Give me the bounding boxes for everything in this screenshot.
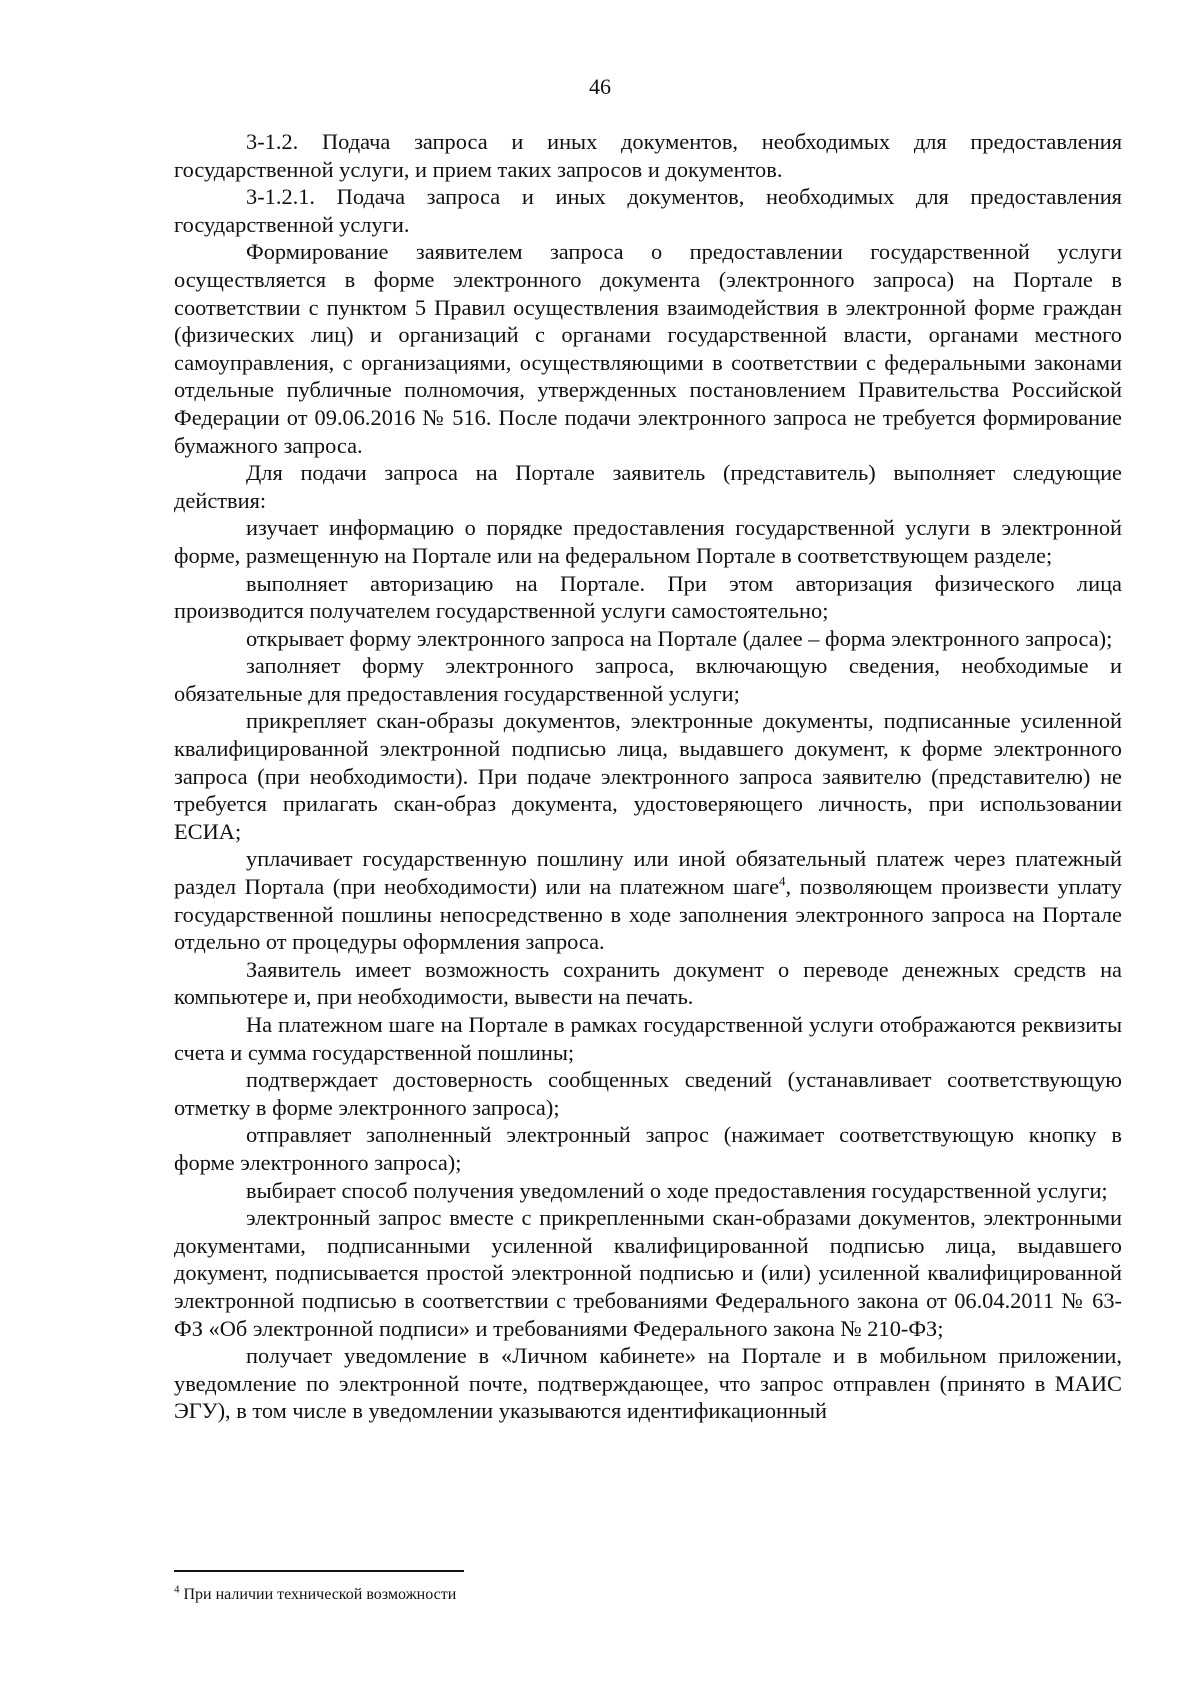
paragraph-signature: электронный запрос вместе с прикрепленными скан-образами документов, электронными документами, подписанными усиленной квалифицированной подписью лица, выдавшего документ, подписывается простой электронной подписью и (или) усиленной квалифицированной электронной подписью в соответствии с требованиями Федерального закона от 06.04.2011 № 63-ФЗ «Об электронной подписи» и требованиями Федерального закона № 210-ФЗ;: [174, 1205, 1122, 1341]
payment-text-after: , позволяющем произвести уплату государственной пошлины непосредственно в ходе заполнения электронного запроса на Портале отдельно от процедуры оформления запроса.: [174, 874, 1122, 955]
paragraph-section-3-1-2-1: 3-1.2.1. Подача запроса и иных документов, необходимых для предоставления государственной услуги.: [174, 184, 1122, 237]
paragraph-payment: [174, 845, 1122, 955]
paragraph-actions-intro: Для подачи запроса на Портале заявитель (представитель) выполняет следующие действия:: [174, 460, 1122, 513]
paragraph-attach-scans: прикрепляет скан-образы документов, электронные документы, подписанные усиленной квалифицированной электронной подписью лица, выдавшего документ, к форме электронного запроса (при необходимости). При подаче электронного запроса заявителю (представителю) не требуется прилагать скан-образ документа, удостоверяющего личность, при использовании ЕСИА;: [174, 708, 1122, 844]
paragraph-send: отправляет заполненный электронный запрос (нажимает соответствующую кнопку в форме электронного запроса);: [174, 1122, 1122, 1175]
footnote-text: При наличии технической возможности: [179, 1586, 457, 1603]
paragraph-section-3-1-2: 3-1.2. Подача запроса и иных документов, необходимых для предоставления государственной услуги, и прием таких запросов и документов.: [174, 129, 1122, 182]
page-number: 46: [589, 74, 611, 99]
document-body: [174, 128, 1122, 1425]
paragraph-study-info: изучает информацию о порядке предоставления государственной услуги в электронной форме, размещенную на Портале или на федеральном Портале в соответствующем разделе;: [174, 515, 1122, 568]
paragraph-payment-step: На платежном шаге на Портале в рамках государственной услуги отображаются реквизиты счета и сумма государственной пошлины;: [174, 1012, 1122, 1065]
paragraph-confirm: подтверждает достоверность сообщенных сведений (устанавливает соответствующую отметку в форме электронного запроса);: [174, 1067, 1122, 1120]
payment-text-before: уплачивает государственную пошлину или иной обязательный платеж через платежный раздел Портала (при необходимости) или на платежном шаге: [174, 846, 1122, 900]
footnote-reference: 4: [779, 873, 786, 889]
paragraph-fill-form: заполняет форму электронного запроса, включающую сведения, необходимые и обязательные для предоставления государственной услуги;: [174, 653, 1122, 706]
paragraph-open-form: открывает форму электронного запроса на Портале (далее – форма электронного запроса);: [246, 625, 1113, 651]
paragraph-receive-notification: получает уведомление в «Личном кабинете» на Портале и в мобильном приложении, уведомление по электронной почте, подтверждающее, что запрос отправлен (принято в МАИС ЭГУ), в том числе в уведомлении указываются идентификационный: [174, 1343, 1122, 1424]
paragraph-save-document: Заявитель имеет возможность сохранить документ о переводе денежных средств на компьютере и, при необходимости, вывести на печать.: [174, 956, 1122, 1010]
paragraph-request-forming: Формирование заявителем запроса о предоставлении государственной услуги осуществляется в форме электронного документа (электронного запроса) на Портале в соответствии с пунктом 5 Правил осуществления взаимодействия в электронной форме граждан (физических лиц) и организаций с органами государственной власти, органами местного самоуправления, с организациями, осуществляющими в соответствии с федеральными законами отдельные публичные полномочия, утвержденных постановлением Правительства Российской Федерации от 09.06.2016 № 516. После подачи электронного запроса не требуется формирование бумажного запроса.: [174, 239, 1122, 458]
footnote-separator: [174, 1570, 464, 1572]
footnote: [174, 1585, 1074, 1605]
paragraph-authorization: выполняет авторизацию на Портале. При этом авторизация физического лица производится получателем государственной услуги самостоятельно;: [174, 570, 1122, 624]
footnote-mark: 4: [174, 1583, 180, 1596]
paragraph-notification-method: выбирает способ получения уведомлений о ходе предоставления государственной услуги;: [246, 1177, 1108, 1203]
